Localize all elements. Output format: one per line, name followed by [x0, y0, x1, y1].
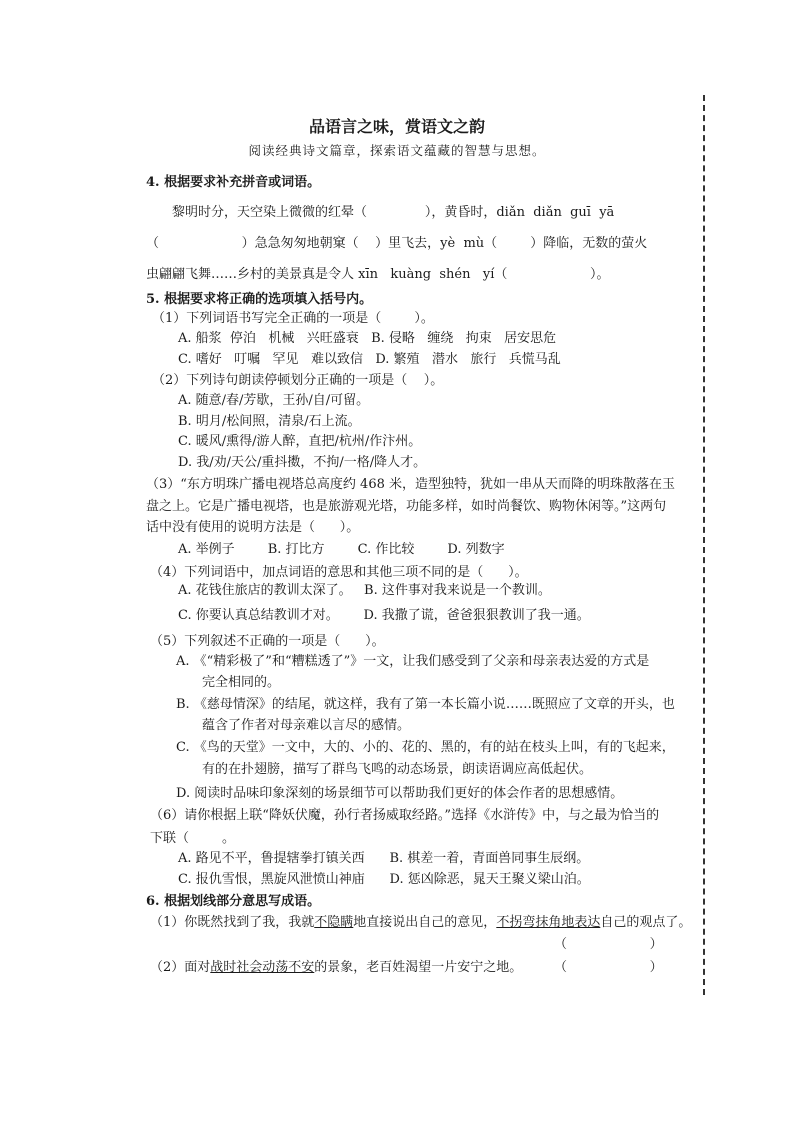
q5-1-stem: （1）下列词语书写完全正确的一项是（ ）。 [152, 311, 434, 326]
q6-1-answer-blank: （ ） [554, 937, 663, 952]
q5-5-option-a-2: 完全相同的。 [202, 675, 281, 690]
q5-1-option-ab: A. 船浆 停泊 机械 兴旺盛衰 B. 侵略 缠绕 拘束 居安思危 [178, 331, 557, 346]
q5-5-stem: （5）下列叙述不正确的一项是（ ）。 [150, 634, 385, 649]
q5-5-option-b-1: B. 《慈母情深》的结尾，就这样，我有了第一本长篇小说……既照应了文章的开头，也 [176, 697, 675, 712]
q5-5-option-b-2: 蕴含了作者对母亲难以言尽的感情。 [202, 718, 411, 733]
q6-1-mid: 地直接说出自己的意见， [353, 915, 497, 930]
q6-1-pre: （1）你既然找到了我，我就 [150, 915, 315, 930]
q5-3-options: A. 举例子 B. 打比方 C. 作比较 D. 列数字 [178, 542, 505, 557]
q6-heading: 6. 根据划线部分意思写成语。 [146, 894, 321, 909]
q5-1-option-cd: C. 嗜好 叮嘱 罕见 难以致信 D. 繁殖 潜水 旅行 兵慌马乱 [178, 352, 561, 367]
q5-5-option-c-2: 有的在扑翅膀，描写了群鸟飞鸣的动态场景，朗读语调应高低起伏。 [202, 762, 593, 777]
q5-3-stem-3: 话中没有使用的说明方法是（ ）。 [146, 520, 360, 535]
q6-1-underline-2: 不拐弯抹角地表达 [496, 915, 601, 930]
q6-2-pre: （2）面对 [150, 960, 211, 975]
q5-5-option-a-1: A. 《“精彩极了”和“糟糕透了”》一文，让我们感受到了父亲和母亲表达爱的方式是 [176, 654, 650, 669]
q6-2-text [150, 960, 522, 976]
cut-line [703, 95, 705, 995]
q5-2-stem: （2）下列诗句朗读停顿划分正确的一项是（ ）。 [152, 373, 444, 388]
q5-4-stem: （4）下列词语中，加点词语的意思和其他三项不同的是（ ）。 [150, 565, 528, 580]
q5-heading: 5. 根据要求将正确的选项填入括号内。 [146, 292, 373, 307]
page-title: 品语言之味，赏语文之韵 [308, 117, 485, 136]
q6-1-underline-1: 不隐瞒 [314, 915, 354, 930]
q6-2-answer-blank: （ ） [554, 960, 663, 975]
q5-6-stem-2: 下联（ 。 [150, 831, 236, 846]
q5-4-option-ab: A. 花钱住旅店的教训太深了。 B. 这件事对我来说是一个教训。 [178, 583, 551, 598]
q5-3-stem-2: 盘之上。它是广播电视塔，也是旅游观光塔，功能多样，如时尚餐饮、购物休闲等。”这两句 [146, 499, 667, 514]
q6-1-text [150, 915, 691, 931]
q5-4-option-cd: C. 你要认真总结教训才对。 D. 我撒了谎，爸爸狠狠教训了我一通。 [178, 608, 590, 623]
q4-heading: 4. 根据要求补充拼音或词语。 [146, 175, 321, 190]
q5-6-option-ab: A. 路见不平，鲁提辖拳打镇关西 B. 棋差一着，青面兽同事生辰纲。 [178, 851, 590, 866]
q6-2-underline: 战时社会动荡不安 [210, 960, 315, 975]
q5-2-option-b: B. 明月/松间照，清泉/石上流。 [178, 414, 361, 429]
q4-line-1: 黎明时分，天空染上微微的红晕（ ），黄昏时，diǎn diǎn guī yā [172, 205, 615, 220]
q5-5-option-c-1: C. 《鸟的天堂》一文中，大的、小的、花的、黑的，有的站在枝头上叫，有的飞起来， [176, 740, 675, 755]
q4-line-2: （ ）急急匆匆地朝窠（ ）里飞去，yè mù（ ）降临，无数的萤火 [146, 236, 648, 251]
q5-6-stem-1: （6）请你根据上联“降妖伏魔，孙行者扬威取经路。”选择《水浒传》中，与之最为恰当的 [150, 808, 660, 823]
q5-2-option-d: D. 我/劝/天公/重抖擞，不拘/一格/降人才。 [178, 455, 427, 470]
q5-2-option-c: C. 暖风/熏得/游人醉，直把/杭州/作汴州。 [178, 434, 422, 449]
q6-2-post: 的景象，老百姓渴望一片安宁之地。 [314, 960, 523, 975]
q6-1-post: 自己的观点了。 [600, 915, 692, 930]
q5-5-option-d: D. 阅读时品味印象深刻的场景细节可以帮助我们更好的体会作者的思想感情。 [176, 786, 624, 801]
q5-2-option-a: A. 随意/春/芳歇，王孙/自/可留。 [178, 393, 370, 408]
q4-line-3: 虫翩翩飞舞……乡村的美景真是令人 xīn kuàng shén yí（ ）。 [146, 267, 610, 282]
page-subtitle: 阅读经典诗文篇章，探索语文蕴藏的智慧与思想。 [248, 143, 546, 158]
q5-6-option-cd: C. 报仇雪恨，黑旋风泄愤山神庙 D. 惩凶除恶，晁天王聚义梁山泊。 [178, 872, 590, 887]
q5-3-stem-1: （3）“东方明珠广播电视塔总高度约 468 米，造型独特，犹如一串从天而降的明珠散落在玉 [146, 477, 675, 492]
